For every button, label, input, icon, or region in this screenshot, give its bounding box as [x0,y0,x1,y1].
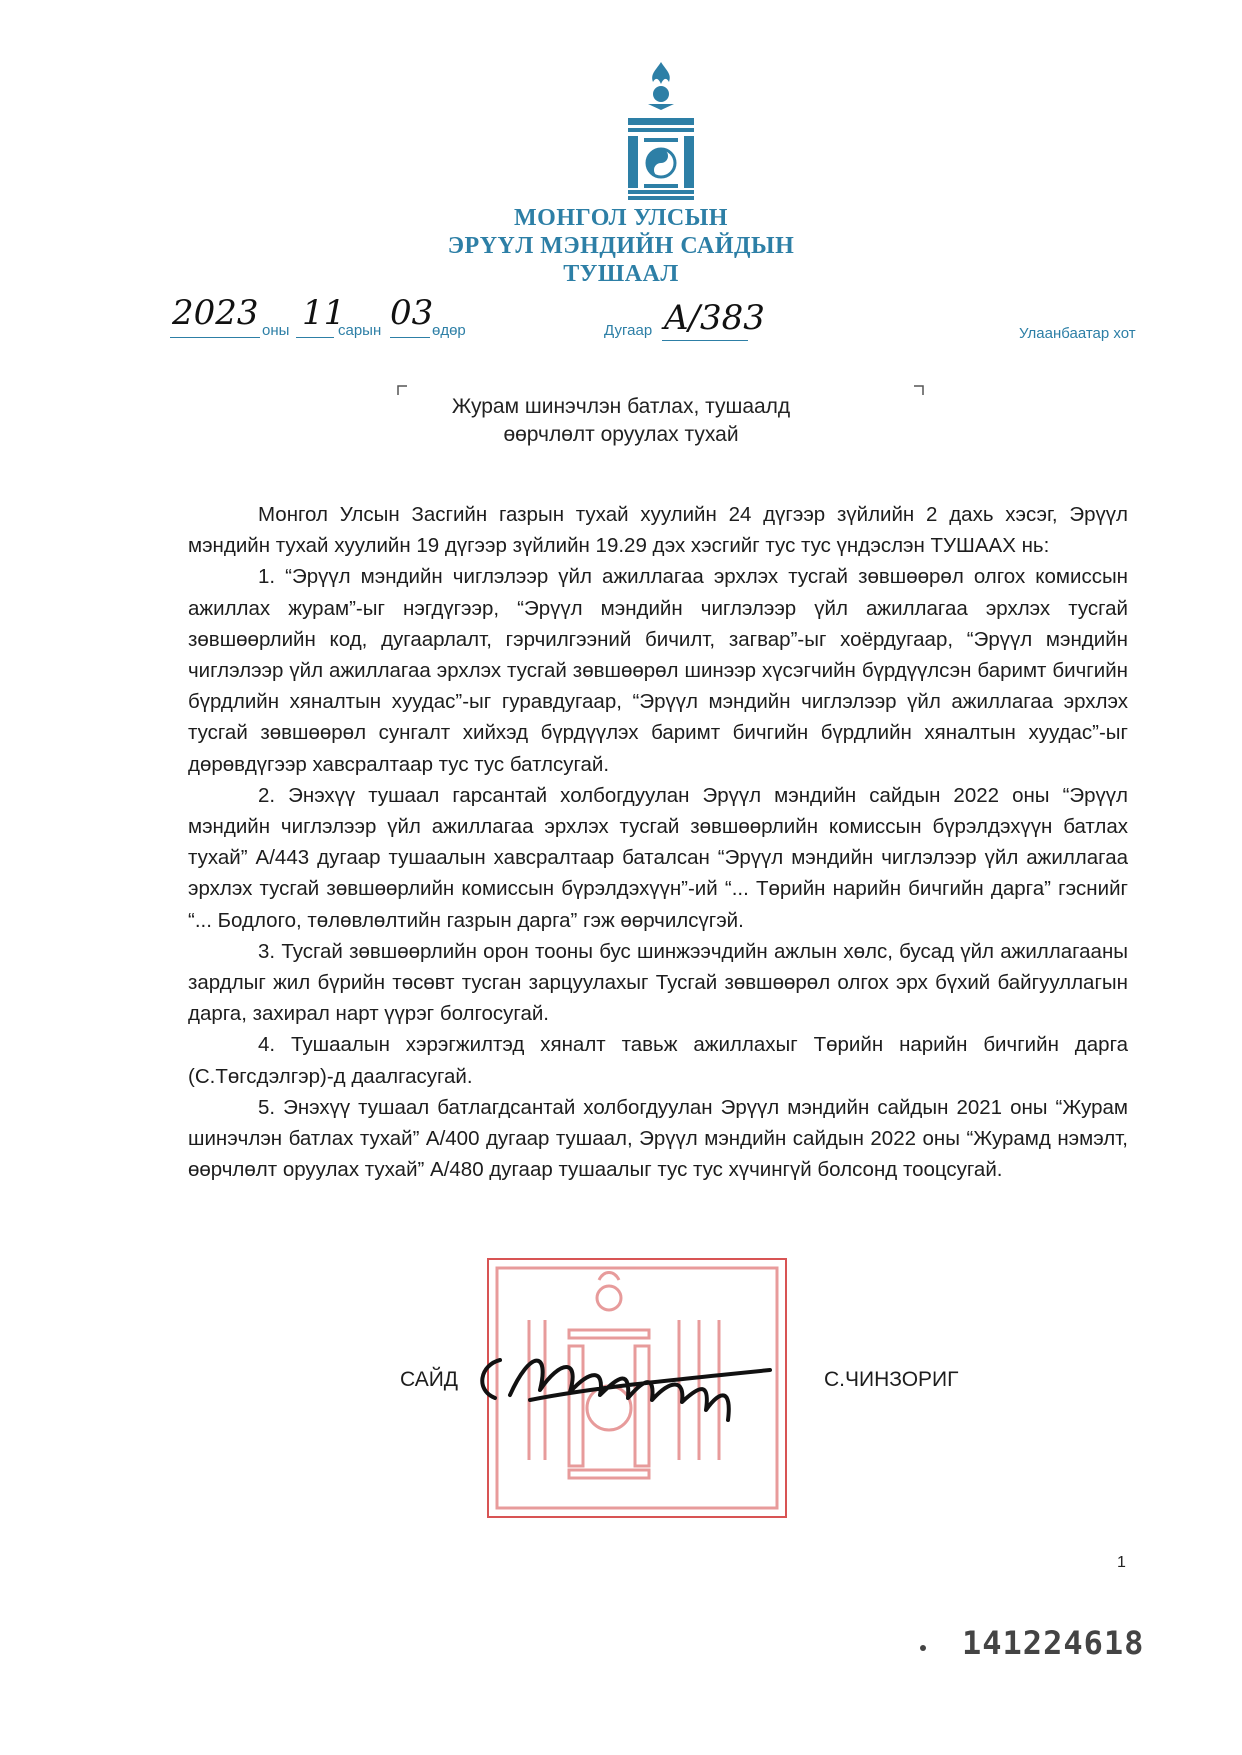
signatory-name: С.ЧИНЗОРИГ [824,1368,959,1391]
day-label: өдөр [432,322,466,339]
order-body [188,499,1128,1185]
item-5: 5. Энэхүү тушаал батлагдсантай холбогдуулан Эрүүл мэндийн сайдын 2021 оны “Журам шинэчлэн батлах тухай” А/400 дугаар тушаал, Эрүүл мэндийн сайдын 2022 оны “Журамд нэмэлт, өөрчлөлт оруулах тухай” А/480 дугаар тушаалыг тус тус хүчингүй болсонд тооцсугай. [188,1095,1128,1182]
state-emblem-icon [620,60,702,200]
year-underline [170,337,260,338]
header-ministry: ЭРҮҮЛ МЭНДИЙН САЙДЫН [447,233,795,259]
day-underline [390,337,430,338]
subject-line-1: Журам шинэчлэн батлах, тушаалд [451,395,791,418]
item-4: 4. Тушаалын хэрэгжилтэд хяналт тавьж ажиллахыг Төрийн нарийн бичгийн дарга (С.Төгсдэлгэр)-д даалгасугай. [188,1033,1128,1088]
item-3: 3. Тусгай зөвшөөрлийн орон тооны бус шинжээчдийн ажлын хөлс, бусад үйл ажиллагааны зардлыг жил бүрийн төсөвт тусган зарцуулахыг Тусгай зөвшөөрөл олгох эрх бүхий байгууллагын дарга, захирал нарт үүрэг болгосугай. [188,939,1128,1026]
month-underline [296,337,334,338]
number-underline [662,340,748,341]
month-label: сарын [338,322,382,339]
signature-title: САЙД [400,1368,459,1391]
number-label: Дугаар [604,322,653,339]
intro-paragraph: Монгол Улсын Засгийн газрын тухай хуулийн 24 дүгээр зүйлийн 2 дахь хэсэг, Эрүүл мэндийн тухай хуулийн 19 дүгээр зүйлийн 19.29 дэх хэсгийг тус тус үндэслэн ТУШААХ нь: [188,503,1128,558]
order-number: A/383 [664,298,765,338]
item-2: 2. Энэхүү тушаал гарсантай холбогдуулан Эрүүл мэндийн сайдын 2022 оны “Эрүүл мэндийн чиглэлээр үйл ажиллагаа эрхлэх тусгай зөвшөөрлийн комиссын бүрэлдэхүүн батлах тухай” А/443 дугаар тушаалын хавсралтаар баталсан “Эрүүл мэндийн чиглэлээр үйл ажиллагаа эрхлэх тусгай зөвшөөрлийн комиссын бүрэлдэхүүн”-ий “... Төрийн нарийн бичгийн дарга” гэснийг “... Бодлого, төлөвлөлтийн газрын дарга” гэж өөрчилсүгэй. [188,783,1128,932]
item-1: 1. “Эрүүл мэндийн чиглэлээр үйл ажиллагаа эрхлэх тусгай зөвшөөрөл олгох комиссын ажиллах журам”-ыг нэгдүгээр, “Эрүүл мэндийн чиглэлээр үйл ажиллагаа эрхлэх тусгай зөвшөөрлийн код, дугаарлалт, гэрчилгээний бичилт, загвар”-ыг хоёрдугаар, “Эрүүл мэндийн чиглэлээр үйл ажиллагаа эрхлэх тусгай зөвшөөрөл шинээр хүсэгчийн бүрдүүлсэн баримт бичгийн бүрдлийн хяналтын хуудас”-ыг гуравдугаар, “Эрүүл мэндийн чиглэлээр үйл ажиллагаа эрхлэх тусгай зөвшөөрөл сунгалт хийхэд бүрдүүлэх баримт бичгийн бүрдлийн хяналтын хуудас”-ыг дөрөвдүгээр хавсралтаар тус тус батлсугай. [188,565,1128,776]
date-day: 03 [390,293,434,333]
header-country: МОНГОЛ УЛСЫН [514,205,728,231]
year-label: оны [262,322,290,339]
city-label: Улаанбаатар хот [1019,325,1136,342]
page-number: 1 [1117,1554,1126,1571]
handwritten-signature [470,1340,810,1430]
subject-line-2: өөрчлөлт оруулах тухай [503,423,739,446]
serial-dot [920,1645,926,1651]
date-year: 2023 [172,293,259,333]
header-doc-type: ТУШААЛ [563,261,679,287]
document-serial: 141224618 [962,1624,1145,1662]
date-month: 11 [302,293,346,333]
